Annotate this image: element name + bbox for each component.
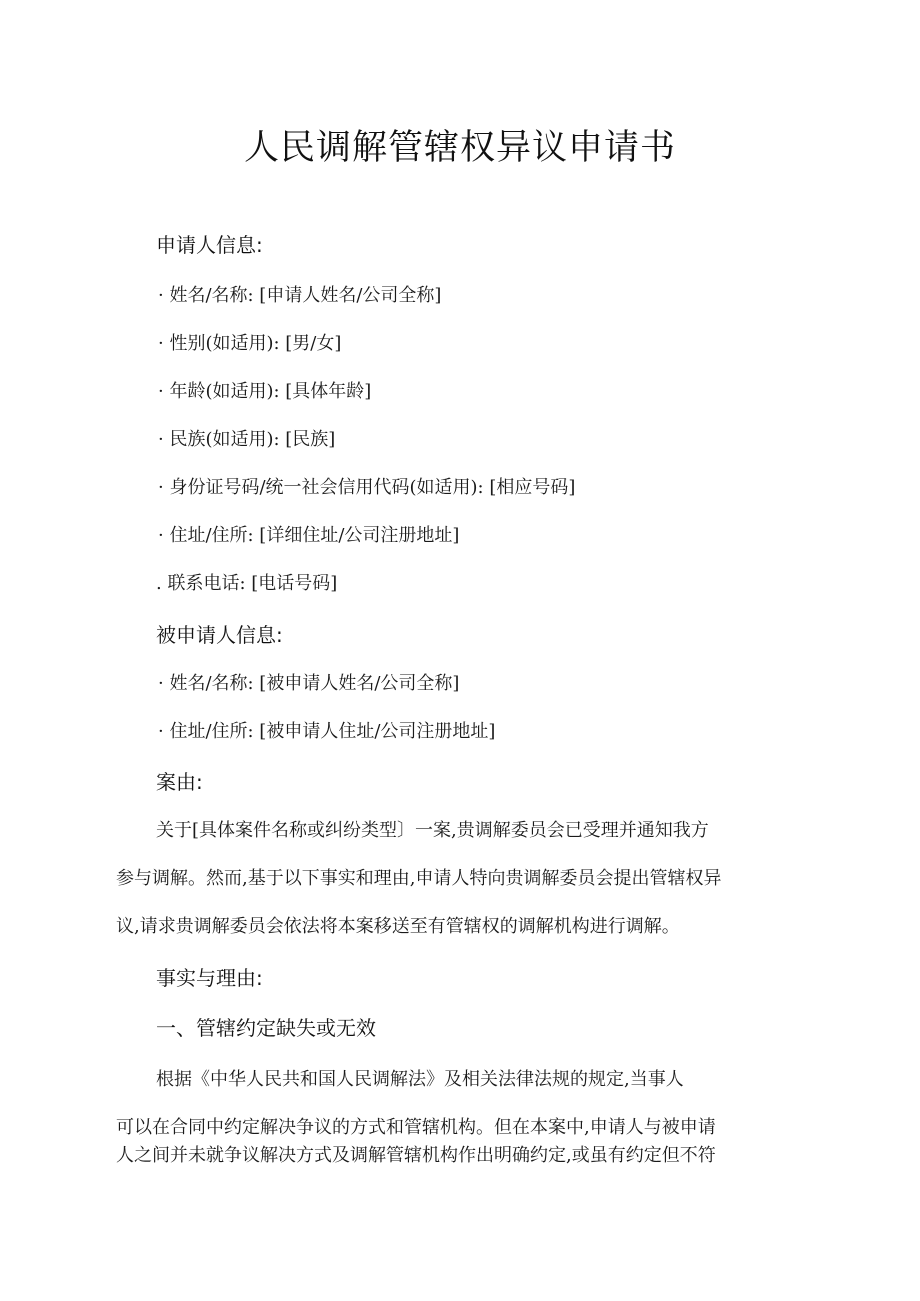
- cause-line-3: 议,请求贵调解委员会依法将本案移送至有管辖权的调解机构进行调解。: [116, 916, 680, 937]
- applicant-heading: 申请人信息:: [156, 233, 263, 257]
- applicant-id-line: · 身份证号码/统一社会信用代码(如适用): [相应号码]: [158, 477, 576, 498]
- facts-heading: 事实与理由:: [156, 966, 263, 990]
- applicant-address-line: · 住址/住所: [详细住址/公司注册地址]: [158, 525, 460, 546]
- applicant-gender-line: · 性别(如适用): [男/女]: [158, 333, 342, 354]
- cause-line-2: 参与调解。然而,基于以下事实和理由,申请人特向贵调解委员会提出管辖权异: [116, 868, 722, 889]
- respondent-name-line: · 姓名/名称: [被申请人姓名/公司全称]: [158, 673, 460, 694]
- applicant-name-line: · 姓名/名称: [申请人姓名/公司全称]: [158, 285, 442, 306]
- respondent-address-line: · 住址/住所: [被申请人住址/公司注册地址]: [158, 721, 496, 742]
- facts-subheading: 一、管辖约定缺失或无效: [156, 1016, 376, 1040]
- applicant-phone-line: . 联系电话: [电话号码]: [156, 573, 338, 594]
- applicant-age-line: · 年龄(如适用): [具体年龄]: [158, 381, 372, 402]
- facts-line-2: 可以在合同中约定解决争议的方式和管辖机构。但在本案中,申请人与被申请: [116, 1117, 716, 1138]
- cause-heading: 案由:: [156, 770, 203, 794]
- cause-line-1: 关于[具体案件名称或纠纷类型〕一案,贵调解委员会已受理并通知我方: [156, 820, 709, 841]
- facts-line-3: 人之间并未就争议解决方式及调解管辖机构作出明确约定,或虽有约定但不符: [116, 1145, 716, 1166]
- respondent-heading: 被申请人信息:: [156, 623, 283, 647]
- applicant-ethnicity-line: · 民族(如适用): [民族]: [158, 429, 336, 450]
- document-title: 人民调解管辖权异议申请书: [243, 128, 676, 168]
- facts-line-1: 根据《中华人民共和国人民调解法》及相关法律法规的规定,当事人: [156, 1069, 684, 1090]
